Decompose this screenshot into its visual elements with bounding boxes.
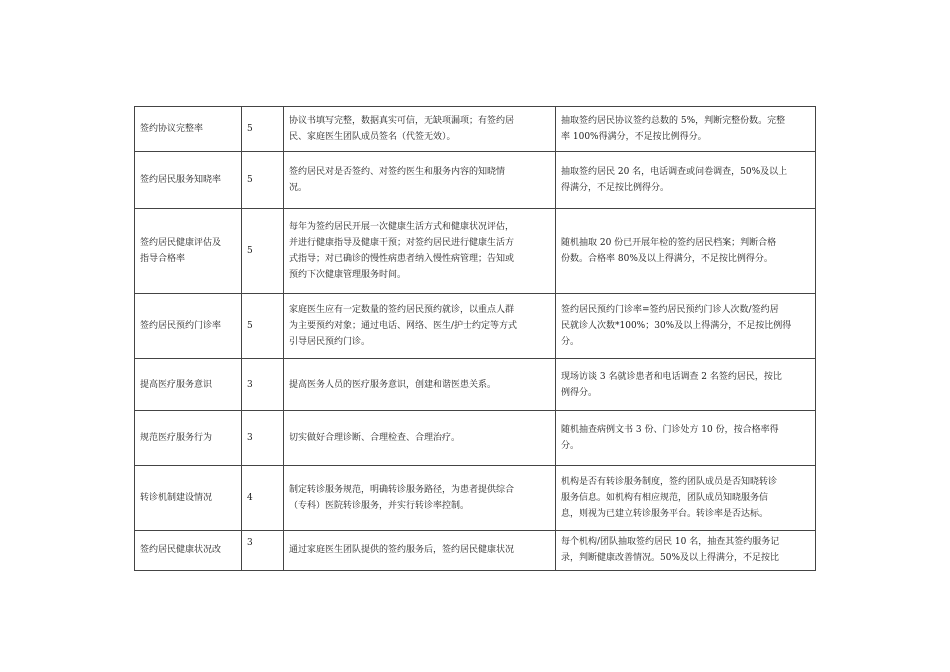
score-cell: 4 bbox=[242, 466, 284, 531]
description-cell: 家庭医生应有一定数量的签约居民预约就诊，以重点人群 为主要预约对象；通过电话、网络、医生/护士约定等方式 引导居民预约门诊。 bbox=[284, 294, 556, 359]
method-cell: 机构是否有转诊服务制度，签约团队成员是否知晓转诊 服务信息。如机构有相应规范，团队成员知晓服务信 息，则视为已建立转诊服务平台。转诊率是否达标。 bbox=[556, 466, 816, 531]
table-row bbox=[135, 107, 816, 152]
method-cell: 随机抽取 20 份已开展年检的签约居民档案；判断合格 份数。合格率 80%及以上得满分，不足按比例得分。 bbox=[556, 209, 816, 294]
score-cell: 5 bbox=[242, 294, 284, 359]
table-row bbox=[135, 466, 816, 531]
description-cell: 协议书填写完整，数据真实可信，无缺项漏项；有签约居 民、家庭医生团队成员签名（代签无效）。 bbox=[284, 107, 556, 152]
indicator-name-cell: 签约协议完整率 bbox=[135, 107, 242, 152]
score-cell: 3 bbox=[242, 411, 284, 466]
method-cell: 抽取签约居民协议签约总数的 5%，判断完整份数。完整 率 100%得满分，不足按比例得分。 bbox=[556, 107, 816, 152]
evaluation-table bbox=[134, 106, 816, 571]
description-cell: 通过家庭医生团队提供的签约服务后，签约居民健康状况 bbox=[284, 531, 556, 571]
table-row bbox=[135, 411, 816, 466]
table-row bbox=[135, 152, 816, 209]
method-cell: 抽取签约居民 20 名，电话调查或问卷调查，50%及以上 得满分，不足按比例得分。 bbox=[556, 152, 816, 209]
description-cell: 签约居民对是否签约、对签约医生和服务内容的知晓情 况。 bbox=[284, 152, 556, 209]
indicator-name-cell: 签约居民预约门诊率 bbox=[135, 294, 242, 359]
indicator-name-cell: 签约居民健康状况改 bbox=[135, 531, 242, 571]
table-row bbox=[135, 359, 816, 411]
table-row bbox=[135, 294, 816, 359]
method-cell: 随机抽查病例文书 3 份、门诊处方 10 份，按合格率得 分。 bbox=[556, 411, 816, 466]
method-cell: 每个机构/团队抽取签约居民 10 名，抽查其签约服务记 录，判断健康改善情况。50%及以上得满分，不足按比 bbox=[556, 531, 816, 571]
method-cell: 现场访谈 3 名就诊患者和电话调查 2 名签约居民，按比 例得分。 bbox=[556, 359, 816, 411]
score-cell: 5 bbox=[242, 152, 284, 209]
score-cell: 3 bbox=[242, 531, 284, 571]
description-cell: 提高医务人员的医疗服务意识，创建和谐医患关系。 bbox=[284, 359, 556, 411]
description-cell: 制定转诊服务规范，明确转诊服务路径，为患者提供综合 （专科）医院转诊服务，并实行转诊率控制。 bbox=[284, 466, 556, 531]
table-row bbox=[135, 531, 816, 571]
method-cell: 签约居民预约门诊率=签约居民预约门诊人次数/签约居 民就诊人次数*100%；30%及以上得满分，不足按比例得 分。 bbox=[556, 294, 816, 359]
indicator-name-cell: 签约居民健康评估及 指导合格率 bbox=[135, 209, 242, 294]
indicator-name-cell: 转诊机制建设情况 bbox=[135, 466, 242, 531]
indicator-name-cell: 规范医疗服务行为 bbox=[135, 411, 242, 466]
score-cell: 5 bbox=[242, 209, 284, 294]
indicator-name-cell: 签约居民服务知晓率 bbox=[135, 152, 242, 209]
table-row bbox=[135, 209, 816, 294]
description-cell: 每年为签约居民开展一次健康生活方式和健康状况评估， 并进行健康指导及健康干预；对签约居民进行健康生活方 式指导；对已确诊的慢性病患者纳入慢性病管理；告知或 预约下次健康管理服务时间。 bbox=[284, 209, 556, 294]
description-cell: 切实做好合理诊断、合理检查、合理治疗。 bbox=[284, 411, 556, 466]
score-cell: 3 bbox=[242, 359, 284, 411]
score-cell: 5 bbox=[242, 107, 284, 152]
indicator-name-cell: 提高医疗服务意识 bbox=[135, 359, 242, 411]
